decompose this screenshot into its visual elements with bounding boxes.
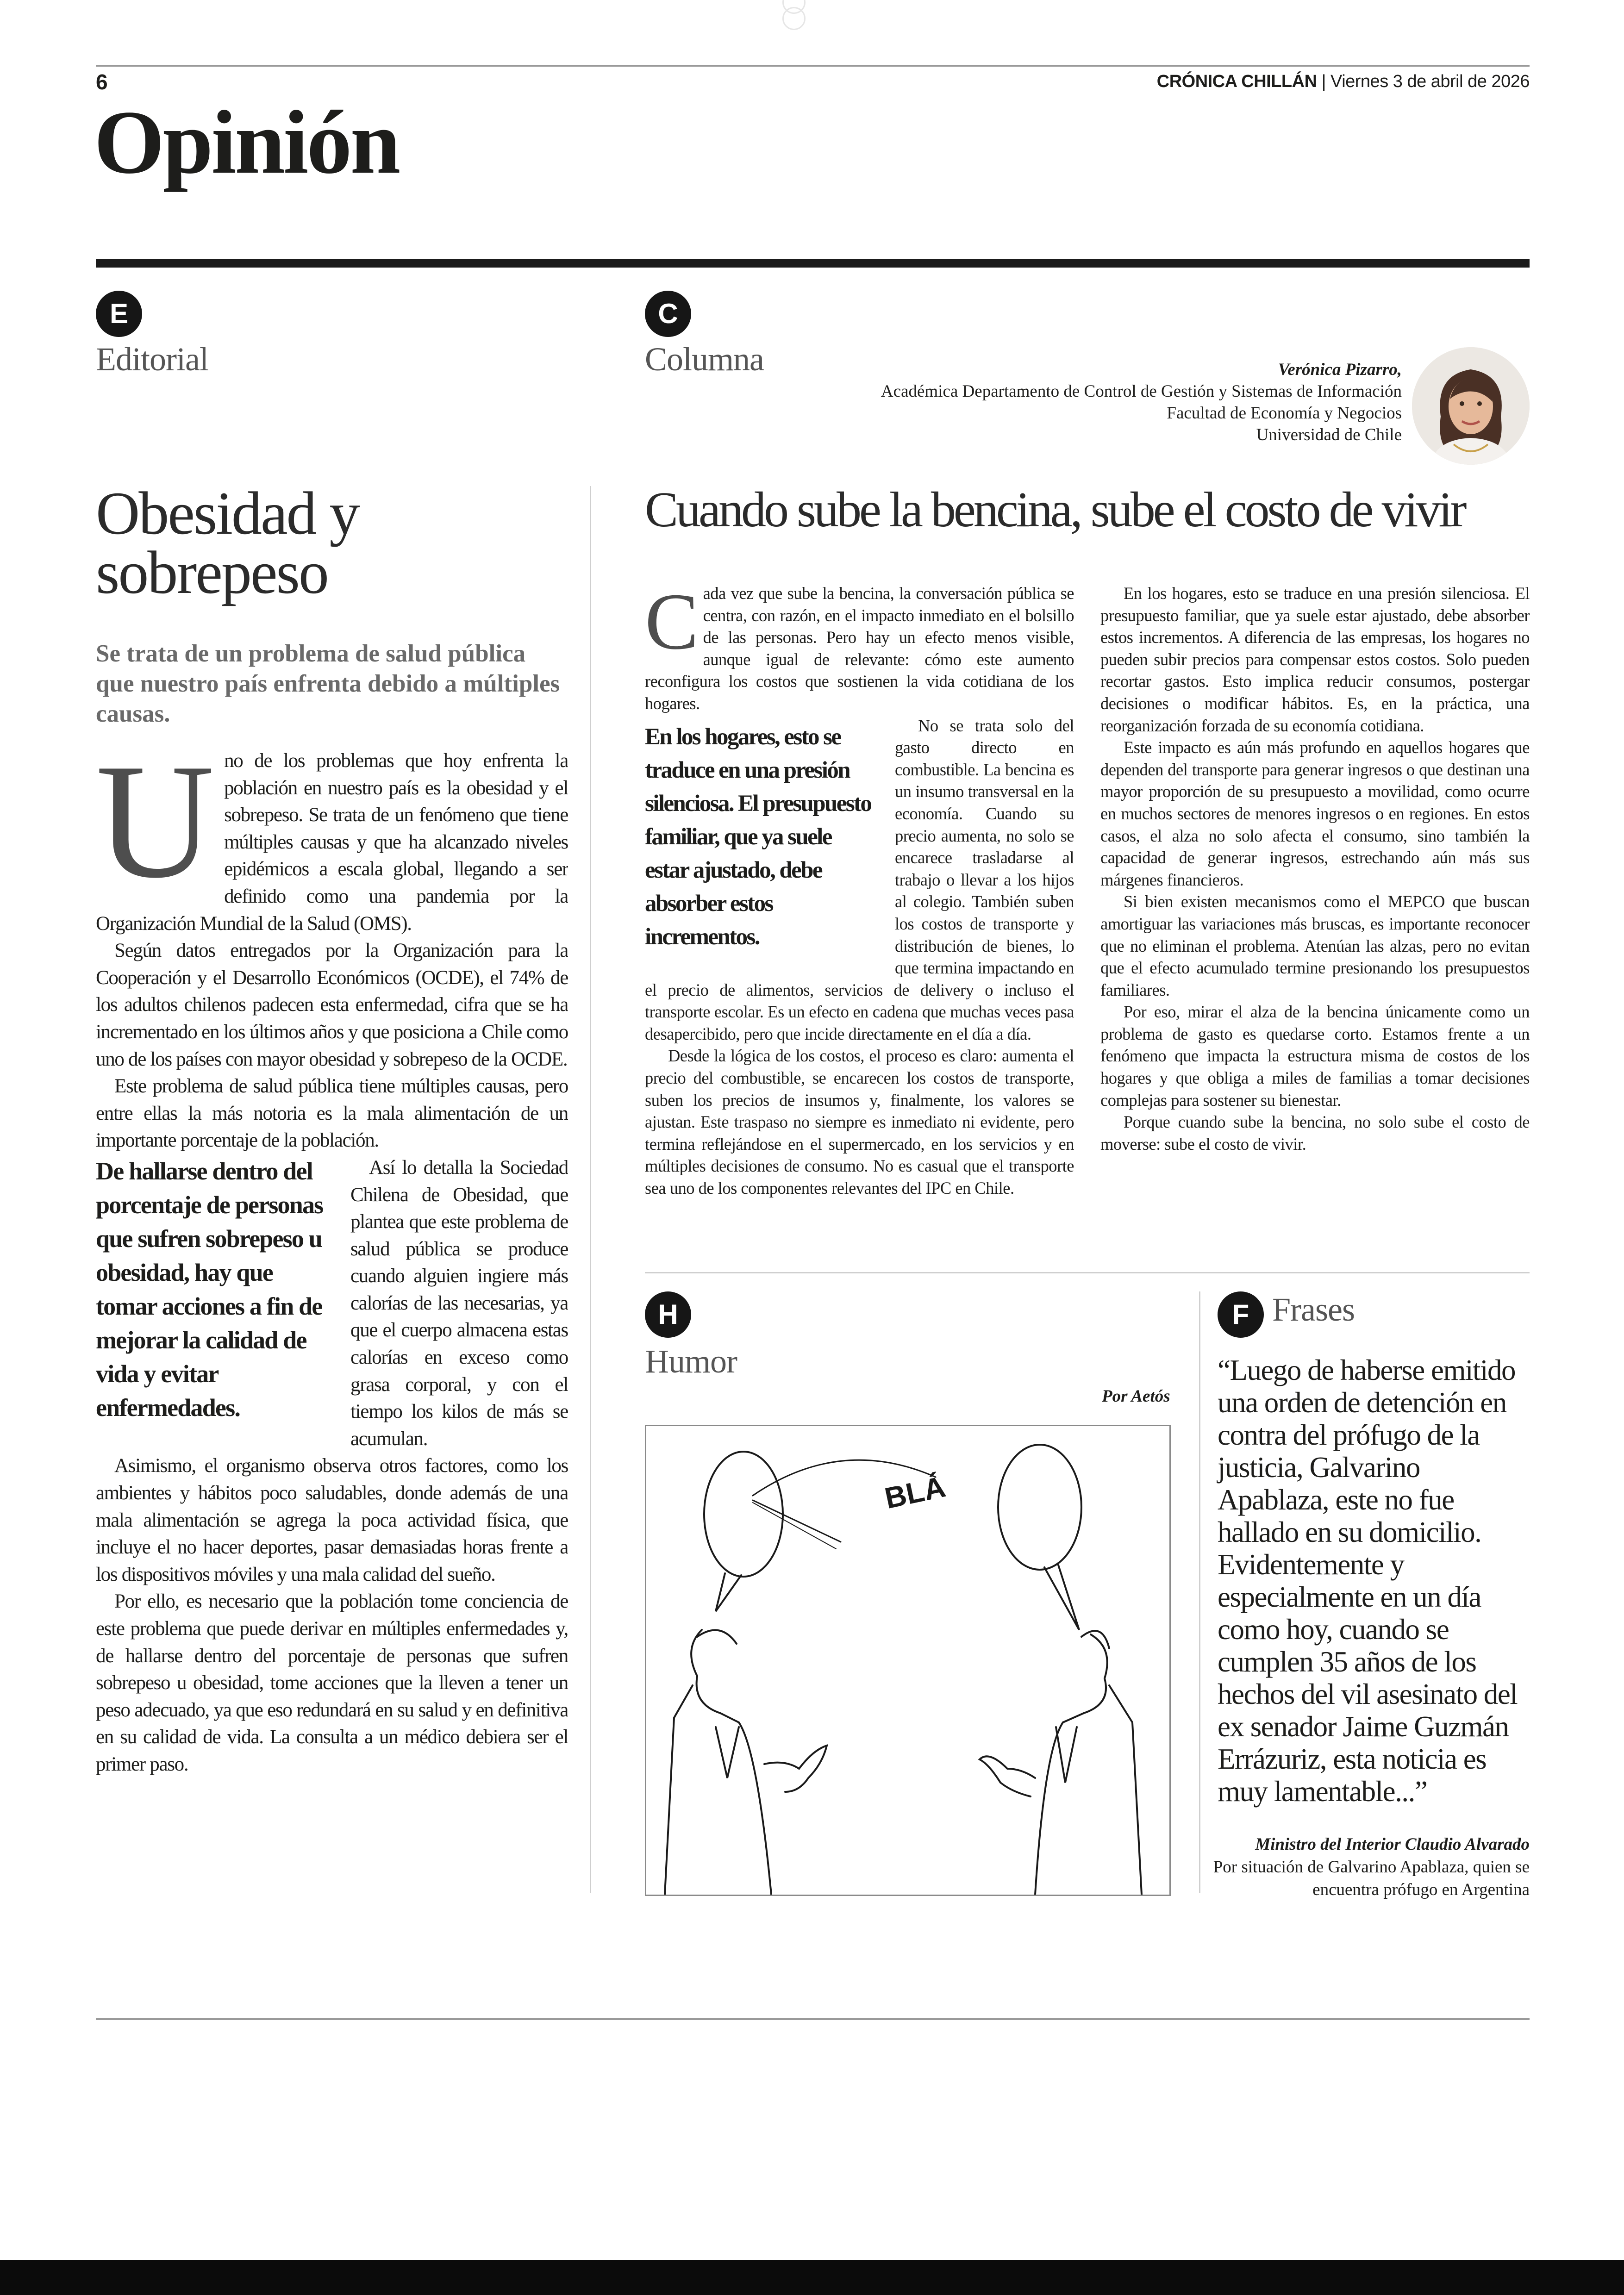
- section-divider: [645, 1272, 1530, 1273]
- column-divider: [590, 486, 591, 1893]
- editorial-headline: Obesidad y sobrepeso: [96, 479, 359, 606]
- frases-attribution-context: Por situación de Galvarino Apablaza, quien se encuentra prófugo en Argentina: [1213, 1858, 1530, 1899]
- masthead-separator: |: [1321, 72, 1331, 91]
- section-rule: [96, 259, 1530, 268]
- bottom-bar: [0, 2260, 1624, 2295]
- editorial-dropcap: U: [96, 748, 214, 912]
- author-block: [754, 359, 1402, 446]
- column-paragraph: En los hogares, esto se traduce en una presión silenciosa. El presupuesto familiar, que ya suele estar ajustado, debe absorber estos incrementos. A diferencia de las empresas, los hogares no pueden subir precios para compensar estos costos. Solo pueden recortar gastos. Esto implica reducir consumos, postergar decisiones o modificar hábitos. Es, en la práctica, una reorganización forzada de su economía cotidiana.: [1100, 584, 1530, 735]
- author-faculty: Facultad de Economía y Negocios: [1167, 404, 1402, 423]
- publication-name: CRÓNICA CHILLÁN: [1156, 72, 1317, 91]
- editorial-paragraph: Asimismo, el organismo observa otros factores, como los ambientes y hábitos poco saludables, donde además de una mala alimentación se agrega la poca actividad física, que incluye el no hacer deportes, pasar demasiadas horas frente a los dispositivos móviles y una mala calidad del sueño.: [96, 1455, 568, 1585]
- column-paragraph: Si bien existen mecanismos como el MEPCO que buscan amortiguar las variaciones más bruscas, es importante reconocer que no eliminan el problema. Atenúan las alzas, pero no evitan que el efecto acumulado termine presionando los presupuestos familiares.: [1100, 892, 1530, 999]
- column-paragraph: Desde la lógica de los costos, el proceso es claro: aumenta el precio del combustible, se encarecen los costos de transporte, suben los precios de insumos y, finalmente, los valores se ajustan. Este traspaso no siempre es inmediato ni evidente, pero termina reflejándose en el supermercado, en los servicios y en múltiples decisiones de consumo. No es casual que el transporte sea uno de los componentes relevantes del IPC en Chile.: [645, 1046, 1074, 1198]
- editorial-badge: E: [96, 291, 142, 337]
- editorial-lead: Se trata de un problema de salud pública que nuestro país enfrenta debido a múltiples causas.: [96, 640, 560, 727]
- column-dropcap: C: [645, 582, 699, 666]
- page-number: 6: [96, 70, 108, 94]
- column-paragraph: No se trata solo del gasto directo en combustible. La bencina es un insumo transversal en la economía. Cuando su precio aumenta, no solo se encarece trasladarse al trabajo o llevar a los hijos al colegio. También suben los costos de transporte y distribución de bienes, lo que termina impactando en el precio de alimentos, servicios de delivery o incluso el transporte escolar. Es un efecto en cadena que muchas veces pasa desapercibido, pero que incide directamente en el día a día.: [645, 716, 1074, 1043]
- frases-attribution: [1206, 1833, 1530, 1901]
- column-label: Columna: [645, 341, 764, 378]
- frases-quote: “Luego de haberse emitido una orden de detención en contra del prófugo de la justicia, Galvarino Apablaza, este no fue hallado en su domicilio. Evidentemente y especialmente en un día como hoy, cuando se cumplen 35 años de los hechos del vil asesinato del ex senador Jaime Guzmán Errázuriz, esta noticia es muy lamentable...”: [1218, 1354, 1518, 1808]
- page-indicator-dots: [782, 0, 843, 14]
- frases-attribution-name: Ministro del Interior Claudio Alvarado: [1255, 1835, 1530, 1854]
- header-rule: [96, 65, 1530, 67]
- masthead: [1157, 72, 1530, 92]
- editorial-paragraph: Según datos entregados por la Organización para la Cooperación y el Desarrollo Económicos (OCDE), el 74% de los adultos chilenos padecen esta enfermedad, cifra que se ha incrementado en los últimos años y que posiciona a Chile como uno de los países con mayor obesidad y sobrepeso de la OCDE.: [96, 940, 568, 1070]
- cartoon-bubble-text: BLÁ: [881, 1470, 949, 1515]
- column-paragraph: Por eso, mirar el alza de la bencina únicamente como un problema de gasto es quedarse corto. Estamos frente a un fenómeno que impacta la estructura misma de costos de los hogares y que obliga a miles de familias a tomar decisiones complejas para sostener su bienestar.: [1100, 1002, 1530, 1110]
- author-name: Verónica Pizarro,: [1278, 360, 1402, 379]
- humor-badge: H: [645, 1291, 691, 1338]
- editorial-paragraph: Este problema de salud pública tiene múltiples causas, pero entre ellas la más notoria es la mala alimentación de un importante porcentaje de la población.: [96, 1075, 568, 1152]
- column-body: [645, 582, 1530, 1251]
- column-divider: [1199, 1291, 1200, 1893]
- column-headline: Cuando sube la bencina, sube el costo de vivir: [645, 482, 1465, 537]
- humor-label: Humor: [645, 1343, 737, 1380]
- column-pullquote: En los hogares, esto se traduce en una presión silenciosa. El presupuesto familiar, que ya suele estar ajustado, debe absorber estos incrementos.: [645, 723, 871, 950]
- editorial-paragraph: Así lo detalla la Sociedad Chilena de Obesidad, que plantea que este problema de salud pública se produce cuando alguien ingiere más calorías de las necesarias, ya que el cuerpo almacena estas calorías en exceso como grasa corporal, y con el tiempo los kilos de más se acumulan.: [350, 1156, 568, 1450]
- humor-byline: Por Aetós: [1102, 1387, 1170, 1406]
- section-title: Opinión: [94, 92, 399, 193]
- author-university: Universidad de Chile: [1256, 425, 1402, 444]
- author-role: Académica Departamento de Control de Gestión y Sistemas de Información: [881, 382, 1402, 401]
- humor-cartoon: [645, 1425, 1171, 1896]
- column-paragraph: Porque cuando sube la bencina, no solo sube el costo de moverse: sube el costo de vivir.: [1100, 1112, 1530, 1154]
- editorial-label: Editorial: [96, 341, 208, 378]
- column-badge: C: [645, 291, 691, 337]
- editorial-pullquote: De hallarse dentro del porcentaje de personas que sufren sobrepeso u obesidad, hay que tomar acciones a fin de mejorar la calidad de vida y evitar enfermedades.: [96, 1157, 323, 1422]
- editorial-paragraph: no de los problemas que hoy enfrenta la población en nuestro país es la obesidad y el sobrepeso. Se trata de un fenómeno que tiene múltiples causas y que ha alcanzado niveles epidémicos a escala global, llegando a ser definido como una pandemia por la Organización Mundial de la Salud (OMS).: [96, 750, 568, 935]
- frases-label: Frases: [1272, 1291, 1355, 1328]
- column-paragraph: Este impacto es aún más profundo en aquellos hogares que dependen del transporte para generar ingresos o que destinan una mayor proporción de su presupuesto a movilidad, como ocurre en muchos sectores de menores ingresos o en regiones. En estos casos, el alza no solo afecta el consumo, sino también la capacidad de generar ingresos, estrechando aún más sus márgenes financieros.: [1100, 738, 1530, 889]
- editorial-paragraph: Por ello, es necesario que la población tome conciencia de este problema que puede derivar en múltiples enfermedades y, de hallarse dentro del porcentaje de personas que sufren sobrepeso u obesidad, tome acciones que la lleven a tener un peso adecuado, ya que eso redundará en su salud y en definitiva en su calidad de vida. La consulta a un médico debiera ser el primer paso.: [96, 1590, 568, 1775]
- author-photo: [1412, 347, 1530, 465]
- bottom-rule: [96, 2018, 1530, 2020]
- editorial-body: [96, 748, 568, 1893]
- publication-date: Viernes 3 de abril de 2026: [1330, 72, 1530, 91]
- column-paragraph: ada vez que sube la bencina, la conversación pública se centra, con razón, en el impacto inmediato en el bolsillo de las personas. Pero hay un efecto menos visible, aunque igual de relevante: cómo este aumento reconfigura los costos que sostienen la vida cotidiana de los hogares.: [645, 584, 1074, 713]
- frases-badge: F: [1218, 1291, 1264, 1338]
